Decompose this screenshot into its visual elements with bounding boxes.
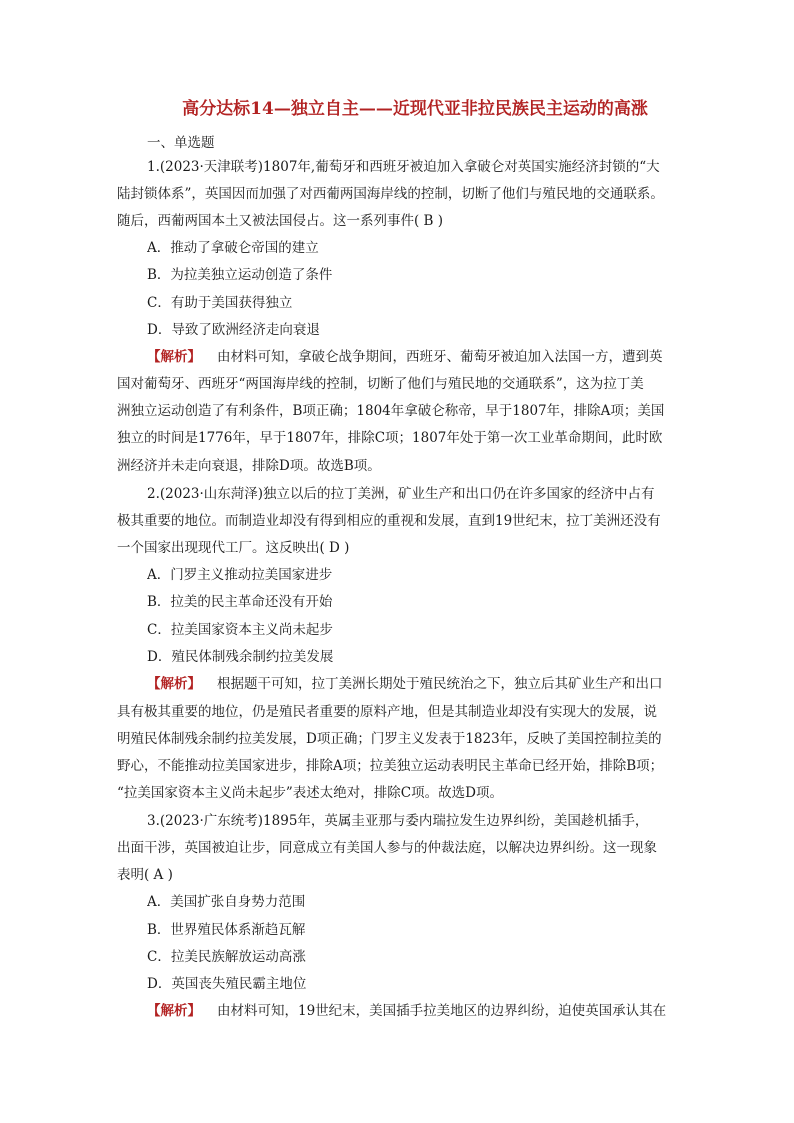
question-2-stem-line: 一个国家出现现代工厂。这反映出( D ) (117, 540, 350, 556)
question-1-stem-line: 1.(2023·天津联考)1807年,葡萄牙和西班牙被迫加入拿破仑对英国实施经济封锁的“大 (147, 159, 660, 175)
analysis-tag: 【解析】 (147, 349, 201, 365)
question-3-stem-line: 出面干涉，英国被迫让步，同意成立有美国人参与的仲裁法庭，以解决边界纠纷。这一现象 (117, 840, 657, 856)
question-1-analysis-line (147, 347, 679, 367)
question-3-option-b: B．世界殖民体系渐趋瓦解 (147, 922, 306, 938)
question-2-option-c: C．拉美国家资本主义尚未起步 (147, 622, 333, 638)
question-2-option-a: A．门罗主义推动拉美国家进步 (147, 567, 333, 583)
analysis-tag: 【解析】 (147, 1003, 201, 1019)
question-2-option-d: D．殖民体制残余制约拉美发展 (147, 649, 334, 665)
question-3-stem-line: 表明( A ) (117, 867, 173, 883)
question-1-stem-line: 陆封锁体系”，英国因而加强了对西葡两国海岸线的控制，切断了他们与殖民地的交通联系。 (117, 186, 664, 202)
question-1-analysis-text: 由材料可知，拿破仑战争期间，西班牙、葡萄牙被迫加入法国一方，遭到英 (217, 349, 663, 365)
question-3-analysis-text: 由材料可知，19世纪末，美国插手拉美地区的边界纠纷，迫使英国承认其在 (217, 1003, 667, 1019)
question-3-stem-line: 3.(2023·广东统考)1895年，英属圭亚那与委内瑞拉发生边界纠纷，美国趁机插手， (147, 813, 649, 829)
question-1-analysis-line: 独立的时间是1776年，早于1807年，排除C项；1807年处于第一次工业革命期间，此时欧 (117, 430, 663, 446)
question-1-option-b: B．为拉美独立运动创造了条件 (147, 267, 333, 283)
question-2-analysis-line: 明殖民体制残余制约拉美发展，D项正确；门罗主义发表于1823年，反映了美国控制拉美的 (117, 731, 662, 747)
question-1-stem-line: 随后，西葡两国本土又被法国侵占。这一系列事件( B ) (117, 213, 444, 229)
question-3-option-a: A．美国扩张自身势力范围 (147, 894, 306, 910)
question-2-stem-line: 极其重要的地位。而制造业却没有得到相应的重视和发展，直到19世纪末，拉丁美洲还没有 (117, 513, 661, 529)
question-1-option-d: D．导致了欧洲经济走向衰退 (147, 322, 320, 338)
question-1-option-c: C．有助于美国获得独立 (147, 295, 293, 311)
question-3-option-d: D．英国丧失殖民霸主地位 (147, 976, 307, 992)
question-2-stem-line: 2.(2023·山东菏泽)独立以后的拉丁美洲，矿业生产和出口仍在许多国家的经济中占有 (147, 486, 655, 502)
question-2-analysis-line: “拉美国家资本主义尚未起步”表述太绝对，排除C项。故选D项。 (117, 785, 503, 801)
question-2-analysis-line (147, 674, 679, 694)
question-3-analysis-line (147, 1001, 679, 1021)
question-1-analysis-line: 洲经济并未走向衰退，排除D项。故选B项。 (117, 458, 381, 474)
analysis-tag: 【解析】 (147, 676, 201, 692)
question-2-option-b: B．拉美的民主革命还没有开始 (147, 594, 333, 610)
question-1-analysis-line: 国对葡萄牙、西班牙“两国海岸线的控制，切断了他们与殖民地的交通联系”，这为拉丁美 (117, 376, 644, 392)
question-3-option-c: C．拉美民族解放运动高涨 (147, 949, 306, 965)
question-2-analysis-text: 根据题干可知，拉丁美洲长期处于殖民统治之下，独立后其矿业生产和出口 (217, 676, 663, 692)
page-title: 高分达标14—独立自主——近现代亚非拉民族民主运动的高涨 (182, 99, 648, 119)
question-1-option-a: A．推动了拿破仑帝国的建立 (147, 240, 319, 256)
question-2-analysis-line: 野心，不能推动拉美国家进步，排除A项；拉美独立运动表明民主革命已经开始，排除B项； (117, 758, 664, 774)
question-1-analysis-line: 洲独立运动创造了有利条件，B项正确；1804年拿破仑称帝，早于1807年，排除A项；美国 (117, 403, 665, 419)
section-heading: 一、单选题 (147, 135, 215, 151)
question-2-analysis-line: 具有极其重要的地位，仍是殖民者重要的原料产地，但是其制造业却没有实现大的发展，说 (117, 704, 657, 720)
